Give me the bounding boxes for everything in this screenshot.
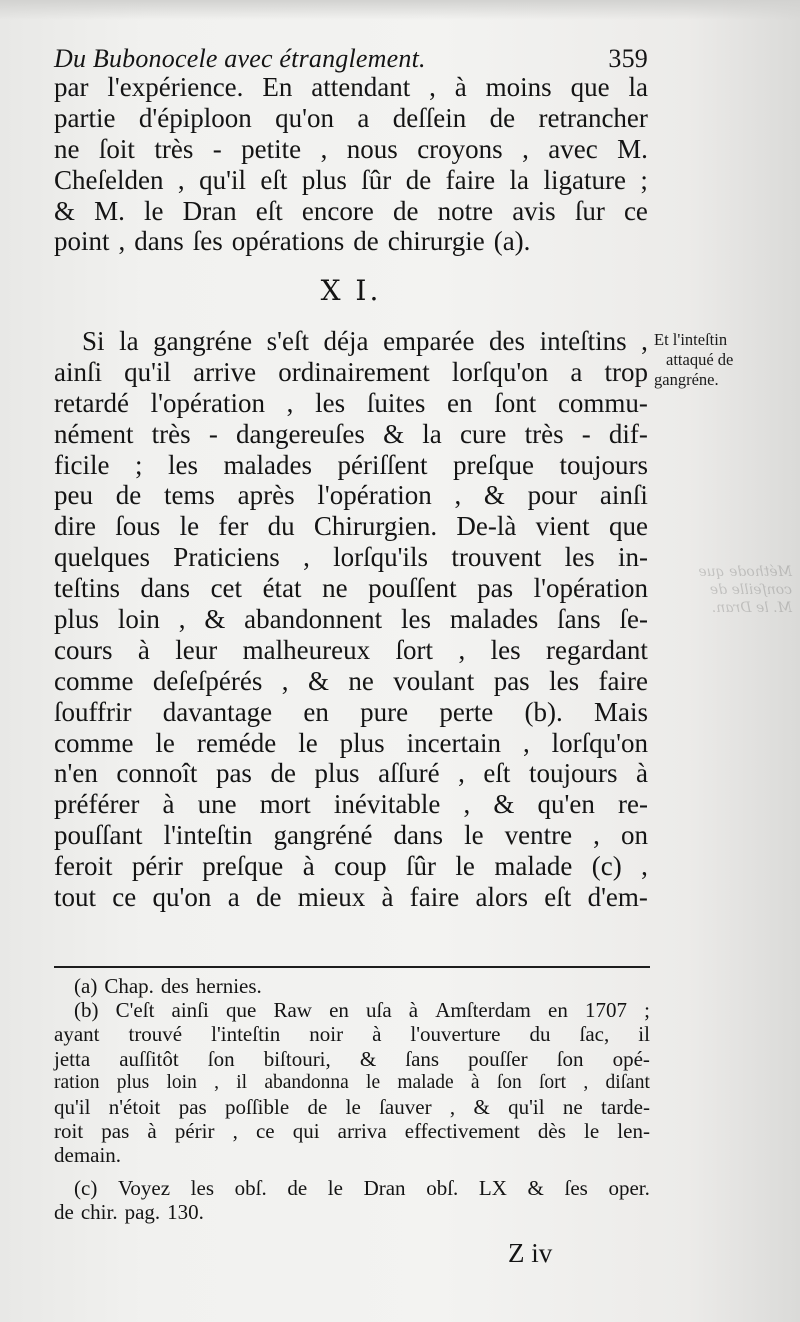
text-line: nément très - dangereuſes & la cure très - dif- — [54, 418, 648, 449]
text-line: préférer à une mort inévitable , & qu'en re- — [54, 789, 648, 820]
text-line: ne ſoit très - petite , nous croyons , avec M. — [54, 133, 648, 164]
text-line: ſouffrir davantage en pure perte (b). Mais — [54, 696, 648, 727]
text-line: cours à leur malheureux ſort , les regardant — [54, 634, 648, 665]
footnote-line: de chir. pag. 130. — [54, 1199, 204, 1224]
text-line: point , dans ſes opérations de chirurgie (a). — [54, 226, 531, 257]
paragraph-main — [54, 326, 648, 913]
text-line: teſtins dans cet état ne pouſſent pas l'opération — [54, 573, 648, 604]
margin-note-line: gangréne. — [654, 370, 719, 389]
text-line: peu de tems après l'opération , & pour ainſi — [54, 480, 648, 511]
running-header — [54, 38, 648, 74]
text-line: partie d'épiploon qu'on a deſſein de retrancher — [54, 102, 648, 133]
paragraph-continuation — [54, 72, 648, 257]
footnote-line: jetta auſſitôt ſon biſtouri, & ſans pouſſer ſon opé- — [54, 1046, 650, 1071]
text-line: quelques Praticiens , lorſqu'ils trouvent les in- — [54, 542, 648, 573]
footnote-line: (a) Chap. des hernies. — [74, 974, 262, 998]
footnote-line: roit pas à périr , ce qui arriva effectivement dès le len- — [54, 1119, 650, 1144]
margin-note-line: attaqué de — [666, 350, 734, 369]
text-line: tout ce qu'on a de mieux à faire alors eſt d'em- — [54, 882, 648, 913]
text-line: comme deſeſpérés , & ne voulant pas les faire — [54, 665, 648, 696]
page-edge-shadow — [0, 0, 800, 20]
margin-note — [654, 330, 784, 390]
text-line: dire ſous le fer du Chirurgien. De-là vient que — [54, 511, 648, 542]
text-line: & M. le Dran eſt encore de notre avis ſur ce — [54, 195, 648, 226]
footnotes — [54, 974, 650, 1224]
text-line: Si la gangréne s'eſt déja emparée des inteſtins , — [82, 326, 648, 356]
text-line: plus loin , & abandonnent les malades ſans ſe- — [54, 604, 648, 635]
text-line: retardé l'opération , les ſuites en ſont commu- — [54, 387, 648, 418]
footnote-line: ration plus loin , il abandonna le malade à ſon ſort , diſant — [54, 1071, 650, 1093]
catchword: Z iv — [508, 1238, 553, 1268]
footnote-line: qu'il n'étoit pas poſſible de le ſauver , & qu'il ne tarde- — [54, 1095, 650, 1120]
text-line: comme le reméde le plus incertain , lorſqu'on — [54, 727, 648, 758]
page-number: 359 — [608, 44, 648, 73]
text-line: par l'expérience. En attendant , à moins que la — [54, 72, 648, 102]
text-line: n'en connoît pas de plus aſſuré , eſt toujours à — [54, 758, 648, 789]
section-heading: X I. — [320, 274, 382, 307]
margin-note-line: Et l'inteſtin — [654, 330, 728, 349]
text-line: pouſſant l'inteſtin gangréné dans le ventre , on — [54, 820, 648, 851]
text-line: Cheſelden , qu'il eſt plus ſûr de faire la ligature ; — [54, 164, 648, 195]
footnote-line: (b) C'eſt ainſi que Raw en uſa à Amſterdam en 1707 ; — [74, 998, 650, 1023]
footnote-rule — [54, 966, 650, 968]
text-line: ainſi qu'il arrive ordinairement lorſqu'on a trop — [54, 356, 648, 387]
text-line: feroit périr preſque à coup ſûr le malade (c) , — [54, 851, 648, 882]
text-line: ficile ; les malades périſſent preſque toujours — [54, 449, 648, 480]
show-through-decoration: Méthode que conſeille de M. le Dran. — [698, 564, 792, 616]
running-title: Du Bubonocele avec étranglement. — [54, 44, 426, 73]
footnote-line: ayant trouvé l'inteſtin noir à l'ouverture du ſac, il — [54, 1022, 650, 1047]
footnote-line: (c) Voyez les obſ. de le Dran obſ. LX & ſes oper. — [74, 1175, 650, 1200]
footnote-line: demain. — [54, 1143, 122, 1168]
